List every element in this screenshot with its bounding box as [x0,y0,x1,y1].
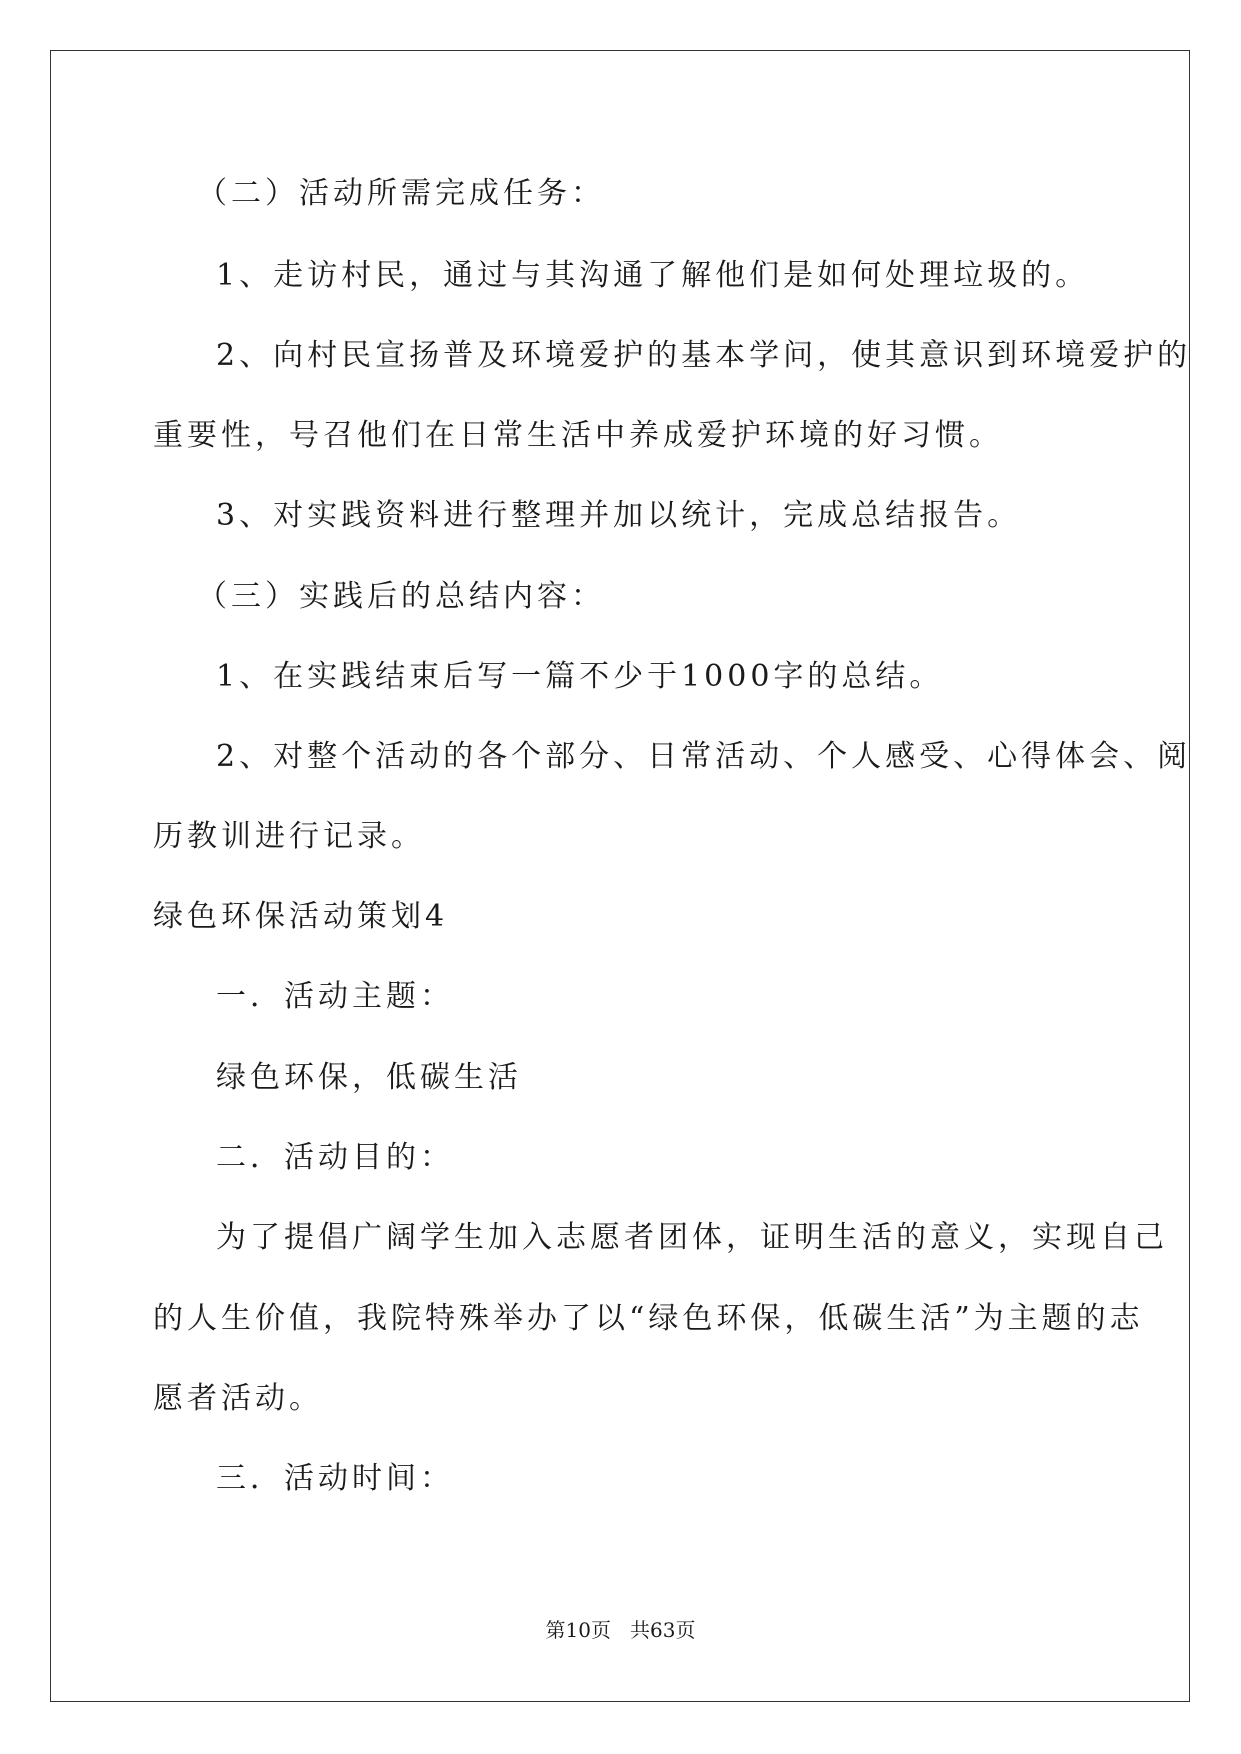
document-subtitle: 绿色环保活动策划4 [153,899,449,934]
paragraph-purpose-line-2: 的人生价值，我院特殊举办了以“绿色环保，低碳生活”为主题的志 [153,1301,1144,1336]
paragraph-activity-theme: 绿色环保，低碳生活 [216,1060,522,1095]
section-heading-tasks: （二）活动所需完成任务： [197,176,605,211]
paragraph-task-2-line-1: 2、向村民宣扬普及环境爱护的基本学问，使其意识到环境爱护的 [216,338,1192,373]
paragraph-purpose-line-3: 愿者活动。 [153,1381,323,1416]
page-border [50,50,1190,1702]
paragraph-task-2-line-2: 重要性，号召他们在日常生活中养成爱护环境的好习惯。 [153,418,1003,453]
heading-activity-time: 三．活动时间： [216,1461,454,1496]
paragraph-summary-2-line-2: 历教训进行记录。 [153,819,425,854]
heading-activity-purpose: 二．活动目的： [216,1140,454,1175]
paragraph-task-3: 3、对实践资料进行整理并加以统计，完成总结报告。 [216,498,1022,533]
heading-activity-theme: 一．活动主题： [216,979,454,1014]
paragraph-summary-2-line-1: 2、对整个活动的各个部分、日常活动、个人感受、心得体会、阅 [216,739,1192,774]
page-number-footer: 第10页 共63页 [545,1618,696,1642]
paragraph-purpose-line-1: 为了提倡广阔学生加入志愿者团体，证明生活的意义，实现自己 [216,1220,1168,1255]
paragraph-task-1: 1、走访村民，通过与其沟通了解他们是如何处理垃圾的。 [216,258,1090,293]
paragraph-summary-1: 1、在实践结束后写一篇不少于1000字的总结。 [216,659,944,694]
section-heading-summary: （三）实践后的总结内容： [197,579,605,614]
